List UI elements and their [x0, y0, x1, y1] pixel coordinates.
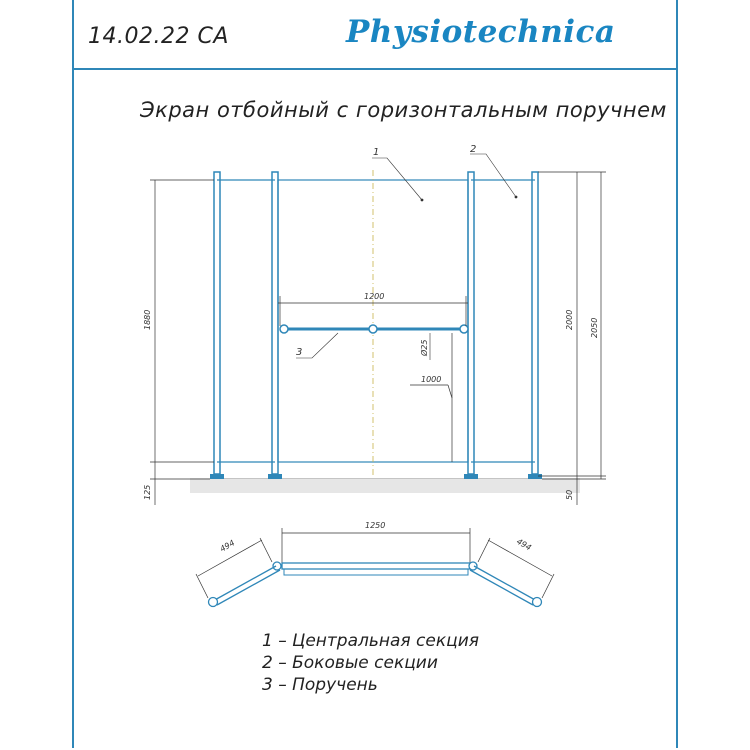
callout-lines — [296, 154, 516, 358]
handrail — [280, 325, 468, 333]
dim-left-height-label: 1880 — [143, 309, 152, 330]
dim-center-width — [282, 528, 470, 565]
left-side-panel — [210, 172, 282, 479]
dim-handrail-diameter-label: Ø25 — [420, 339, 429, 356]
top-center-panel — [273, 562, 477, 575]
dim-left-wing-label: 494 — [218, 538, 237, 554]
callout-1: 1 — [373, 147, 380, 158]
drawing-date: 14.02.22 CA — [88, 24, 229, 49]
dim-handrail-height-label: 1000 — [421, 375, 442, 384]
front-view — [143, 144, 606, 505]
legend-item-central-section: 1 – Центральная секция — [262, 631, 479, 651]
dim-handrail-length-label: 1200 — [364, 292, 385, 301]
top-right-wing — [470, 566, 542, 607]
dim-left-gap-label: 125 — [143, 484, 152, 500]
callout-2: 2 — [470, 144, 477, 155]
top-left-wing — [209, 566, 281, 607]
dim-overall-height-label: 2050 — [590, 317, 599, 338]
dim-right-gap-label: 50 — [565, 489, 574, 500]
central-section — [278, 170, 468, 476]
dim-left-height — [150, 180, 214, 505]
legend-item-side-sections: 2 – Боковые секции — [262, 653, 438, 673]
dim-right-wing-label: 494 — [515, 536, 533, 553]
top-view — [196, 521, 554, 607]
callout-3: 3 — [296, 347, 303, 358]
right-side-panel — [464, 172, 542, 479]
legend-item-handrail: 3 – Поручень — [262, 675, 378, 695]
dim-handrail-height — [410, 333, 452, 462]
brand-logo: Physiotechnica — [346, 14, 616, 50]
dim-panel-height-label: 2000 — [565, 309, 574, 330]
ground — [190, 479, 580, 493]
legend — [262, 630, 479, 696]
dim-center-width-label: 1250 — [365, 521, 386, 530]
drawing-title: Экран отбойный с горизонтальным поручнем — [140, 98, 667, 122]
